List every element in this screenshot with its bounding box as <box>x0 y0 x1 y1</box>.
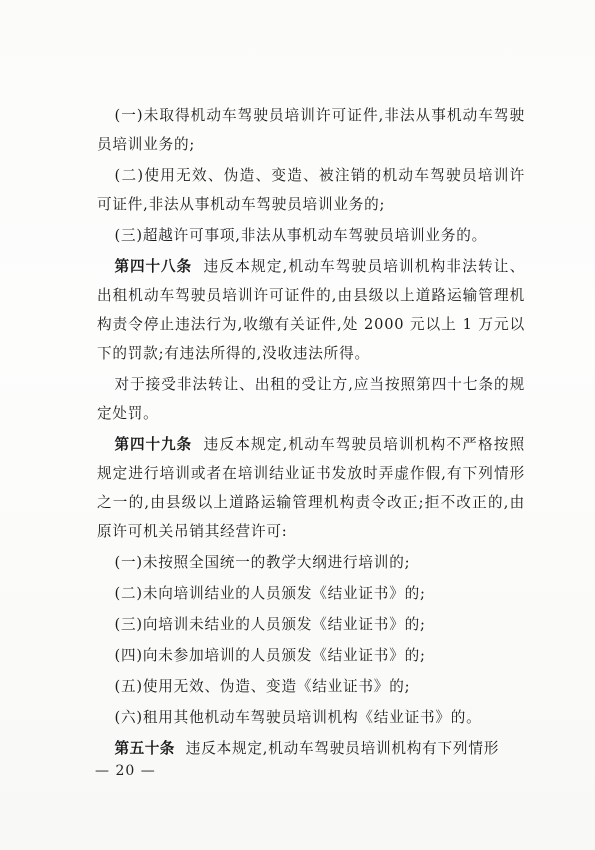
article-48-label: 第四十八条 <box>114 258 192 275</box>
article-48-text: 违反本规定,机动车驾驶员培训机构非法转让、出租机动车驾驶员培训许可证件的,由县级以上道路运输管理机构责令停止违法行为,收缴有关证件,处 2000 元以上 1 万元以下的罚款;有违法所得的,没收违法所得。 <box>97 258 525 362</box>
article-48 <box>97 252 525 368</box>
page-number: — 20 — <box>95 763 156 779</box>
article-49-text: 违反本规定,机动车驾驶员培训机构不严格按照规定进行培训或者在培训结业证书发放时弄虚作假,有下列情形之一的,由县级以上道路运输管理机构责令改正;拒不改正的,由原许可机关吊销其经营许可: <box>97 436 525 540</box>
paragraph-transferee: 对于接受非法转让、出租的受让方,应当按照第四十七条的规定处罚。 <box>97 376 525 422</box>
paragraph-item-1: (一)未取得机动车驾驶员培训许可证件,非法从事机动车驾驶员培训业务的; <box>97 107 525 153</box>
article-49-label: 第四十九条 <box>114 436 192 453</box>
article-49 <box>97 430 525 546</box>
document-body <box>97 101 525 763</box>
paragraph-item-a2: (二)未向培训结业的人员颁发《结业证书》的; <box>114 585 426 602</box>
paragraph-item-a3: (三)向培训未结业的人员颁发《结业证书》的; <box>114 616 426 633</box>
paragraph-item-a4: (四)向未参加培训的人员颁发《结业证书》的; <box>114 647 426 664</box>
article-50-label: 第五十条 <box>114 740 175 757</box>
article-50-text: 违反本规定,机动车驾驶员培训机构有下列情形 <box>185 740 500 757</box>
paragraph-item-a1: (一)未按照全国统一的教学大纲进行培训的; <box>114 554 411 571</box>
paragraph-item-3: (三)超越许可事项,非法从事机动车驾驶员培训业务的。 <box>114 227 487 244</box>
article-50 <box>97 734 525 763</box>
paragraph-item-a6: (六)租用其他机动车驾驶员培训机构《结业证书》的。 <box>114 709 482 726</box>
paragraph-item-2: (二)使用无效、伪造、变造、被注销的机动车驾驶员培训许可证件,非法从事机动车驾驶员培训业务的; <box>97 167 525 213</box>
paragraph-item-a5: (五)使用无效、伪造、变造《结业证书》的; <box>114 678 411 695</box>
